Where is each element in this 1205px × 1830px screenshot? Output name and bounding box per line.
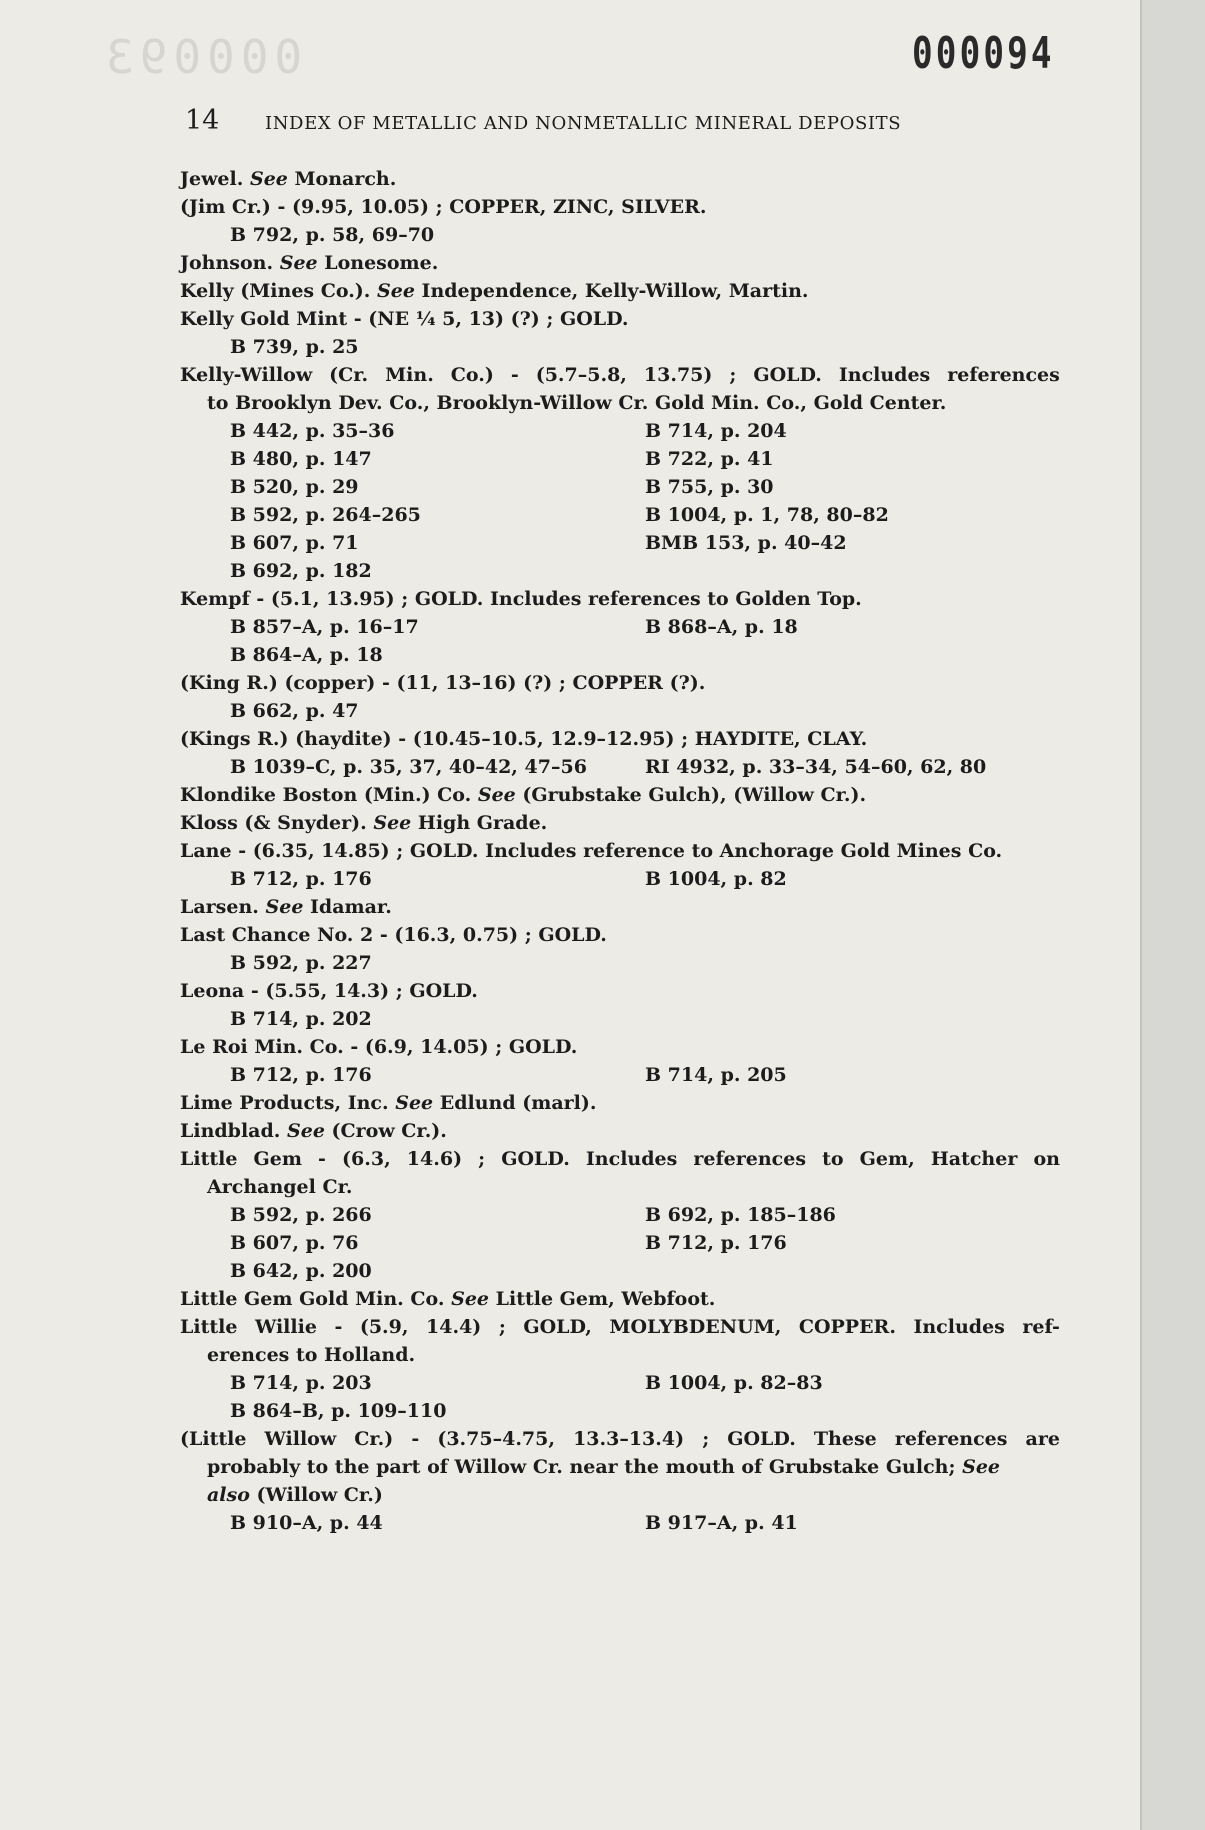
entry-continuation: erences to Holland. (207, 1344, 416, 1366)
reference-row: B 520, p. 29 B 755, p. 30 (230, 476, 774, 498)
reference-row: B 1039–C, p. 35, 37, 40–42, 47–56 RI 4932, p. 33–34, 54–60, 62, 80 (230, 756, 987, 778)
reference-row: B 442, p. 35–36 B 714, p. 204 (230, 420, 787, 442)
reference-row: B 712, p. 176 B 714, p. 205 (230, 1064, 787, 1086)
entry-line: Lindblad. See (Crow Cr.). (180, 1120, 447, 1142)
entry-line: Last Chance No. 2 - (16.3, 0.75) ; GOLD. (180, 924, 607, 946)
entry-line: Little Gem Gold Min. Co. See Little Gem, Webfoot. (180, 1288, 716, 1310)
entry-line: Little Gem - (6.3, 14.6) ; GOLD. Includes references to Gem, Hatcher on (180, 1148, 1060, 1170)
reference-row: B 857–A, p. 16–17 B 868–A, p. 18 (230, 616, 798, 638)
entry-line: Kempf - (5.1, 13.95) ; GOLD. Includes references to Golden Top. (180, 588, 862, 610)
reference-line: B 714, p. 202 (230, 1008, 372, 1030)
running-title: INDEX OF METALLIC AND NONMETALLIC MINERAL DEPOSITS (265, 113, 902, 134)
reference-line: B 592, p. 227 (230, 952, 372, 974)
index-entries (180, 165, 1060, 1537)
reference-row: B 910–A, p. 44 B 917–A, p. 41 (230, 1512, 798, 1534)
entry-line: (Little Willow Cr.) - (3.75–4.75, 13.3–13.4) ; GOLD. These references are (180, 1428, 1060, 1450)
reference-row: B 607, p. 76 B 712, p. 176 (230, 1232, 787, 1254)
reference-row: B 607, p. 71 BMB 153, p. 40–42 (230, 532, 847, 554)
page-number: 14 (185, 105, 220, 136)
entry-line: Little Willie - (5.9, 14.4) ; GOLD, MOLYBDENUM, COPPER. Includes ref- (180, 1316, 1060, 1338)
reference-line: B 642, p. 200 (230, 1260, 372, 1282)
entry-line: Kelly (Mines Co.). See Independence, Kelly-Willow, Martin. (180, 280, 809, 302)
entry-line: Johnson. See Lonesome. (180, 252, 439, 274)
page-header (185, 105, 1050, 145)
entry-line: Kelly Gold Mint - (NE ¼ 5, 13) (?) ; GOLD. (180, 308, 629, 330)
reference-line: B 864–A, p. 18 (230, 644, 383, 666)
entry-continuation: probably to the part of Willow Cr. near the mouth of Grubstake Gulch; See (207, 1456, 1001, 1478)
entry-line: (King R.) (copper) - (11, 13–16) (?) ; COPPER (?). (180, 672, 706, 694)
entry-line: (Kings R.) (haydite) - (10.45–10.5, 12.9–12.95) ; HAYDITE, CLAY. (180, 728, 868, 750)
entry-line: Lane - (6.35, 14.85) ; GOLD. Includes reference to Anchorage Gold Mines Co. (180, 840, 1003, 862)
reference-row: B 592, p. 264–265 B 1004, p. 1, 78, 80–82 (230, 504, 889, 526)
document-stamp-number: 000094 (912, 28, 1055, 79)
reference-line: B 662, p. 47 (230, 700, 359, 722)
reference-line: B 739, p. 25 (230, 336, 359, 358)
entry-line: Kloss (& Snyder). See High Grade. (180, 812, 548, 834)
entry-line: Lime Products, Inc. See Edlund (marl). (180, 1092, 597, 1114)
entry-line: (Jim Cr.) - (9.95, 10.05) ; COPPER, ZINC, SILVER. (180, 196, 707, 218)
entry-line: Klondike Boston (Min.) Co. See (Grubstake Gulch), (Willow Cr.). (180, 784, 867, 806)
reference-row: B 592, p. 266 B 692, p. 185–186 (230, 1204, 836, 1226)
entry-line: Le Roi Min. Co. - (6.9, 14.05) ; GOLD. (180, 1036, 578, 1058)
reference-row: B 712, p. 176 B 1004, p. 82 (230, 868, 787, 890)
entry-continuation: to Brooklyn Dev. Co., Brooklyn-Willow Cr. Gold Min. Co., Gold Center. (207, 392, 947, 414)
bleedthrough-number: 000093 (100, 30, 303, 84)
reference-row: B 480, p. 147 B 722, p. 41 (230, 448, 774, 470)
reference-line: B 692, p. 182 (230, 560, 372, 582)
entry-line: Leona - (5.55, 14.3) ; GOLD. (180, 980, 478, 1002)
reference-line: B 792, p. 58, 69–70 (230, 224, 435, 246)
entry-continuation: Archangel Cr. (207, 1176, 353, 1198)
entry-line: Jewel. See Monarch. (180, 168, 397, 190)
entry-line: Kelly-Willow (Cr. Min. Co.) - (5.7–5.8, 13.75) ; GOLD. Includes references (180, 364, 1060, 386)
reference-row: B 714, p. 203 B 1004, p. 82–83 (230, 1372, 823, 1394)
reference-line: B 864–B, p. 109–110 (230, 1400, 447, 1422)
entry-continuation: also (Willow Cr.) (207, 1484, 383, 1506)
entry-line: Larsen. See Idamar. (180, 896, 392, 918)
